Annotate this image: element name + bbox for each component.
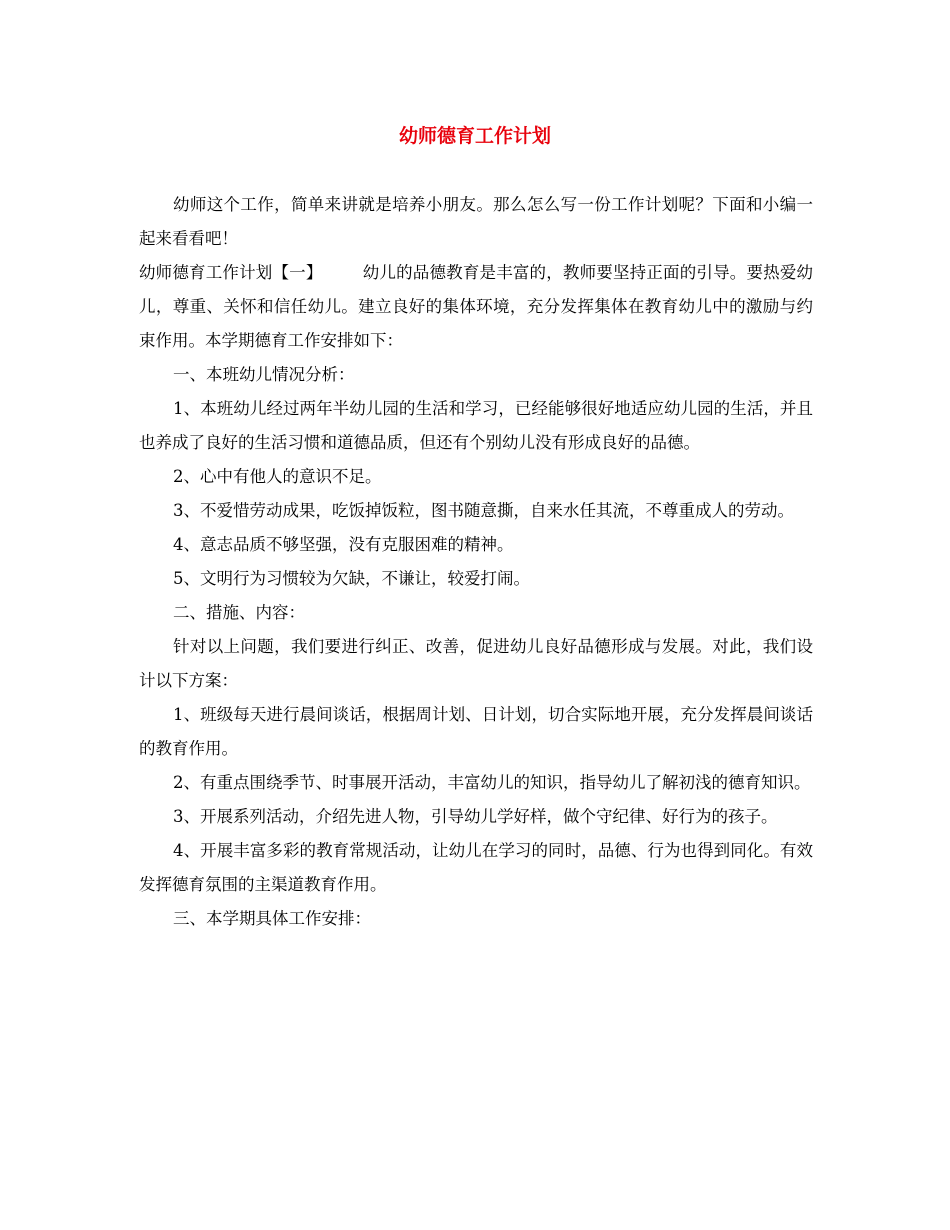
section1-item: 2、心中有他人的意识不足。	[173, 467, 382, 486]
section1-item: 5、文明行为习惯较为欠缺，不谦让，较爱打闹。	[173, 569, 530, 588]
section1-item: 3、不爱惜劳动成果，吃饭掉饭粒，图书随意撕，自来水任其流，不尊重成人的劳动。	[173, 501, 794, 520]
section1-heading: 一、本班幼儿情况分析：	[173, 365, 355, 384]
section2-heading: 二、措施、内容：	[173, 603, 305, 622]
section2-item: 2、有重点围绕季节、时事展开活动，丰富幼儿的知识，指导幼儿了解初浅的德育知识。	[173, 773, 811, 792]
document-title: 幼师德育工作计划	[398, 125, 551, 147]
section2-item: 3、开展系列活动，介绍先进人物，引导幼儿学好样，做个守纪律、好行为的孩子。	[173, 807, 778, 826]
section2-lead: 针对以上问题，我们要进行纠正、改善，促进幼儿良好品德形成与发展。对此，我们设计以下方案：	[139, 637, 813, 690]
section1-item: 1、本班幼儿经过两年半幼儿园的生活和学习，已经能够很好地适应幼儿园的生活，并且也养成了良好的生活习惯和道德品质，但还有个别幼儿没有形成良好的品德。	[139, 399, 813, 452]
section2-item: 1、班级每天进行晨间谈话，根据周计划、日计划，切合实际地开展，充分发挥晨间谈话的教育作用。	[139, 705, 813, 758]
intro-paragraph: 幼师这个工作，简单来讲就是培养小朋友。那么怎么写一份工作计划呢？下面和小编一起来看看吧！	[139, 195, 813, 248]
plan-heading: 幼师德育工作计划【一】	[139, 263, 323, 282]
plan-lead: 幼儿的品德教育是丰富的，教师要坚持正面的引导。要热爱幼儿，尊重、关怀和信任幼儿。建立良好的集体环境，充分发挥集体在教育幼儿中的激励与约束作用。本学期德育工作安排如下：	[139, 263, 814, 350]
section3-heading: 三、本学期具体工作安排：	[173, 909, 371, 928]
document-body	[139, 188, 813, 936]
section2-item: 4、开展丰富多彩的教育常规活动，让幼儿在学习的同时，品德、行为也得到同化。有效发挥德育氛围的主渠道教育作用。	[139, 841, 813, 894]
section1-item: 4、意志品质不够坚强，没有克服困难的精神。	[173, 535, 514, 554]
plan-paragraph	[139, 256, 813, 358]
